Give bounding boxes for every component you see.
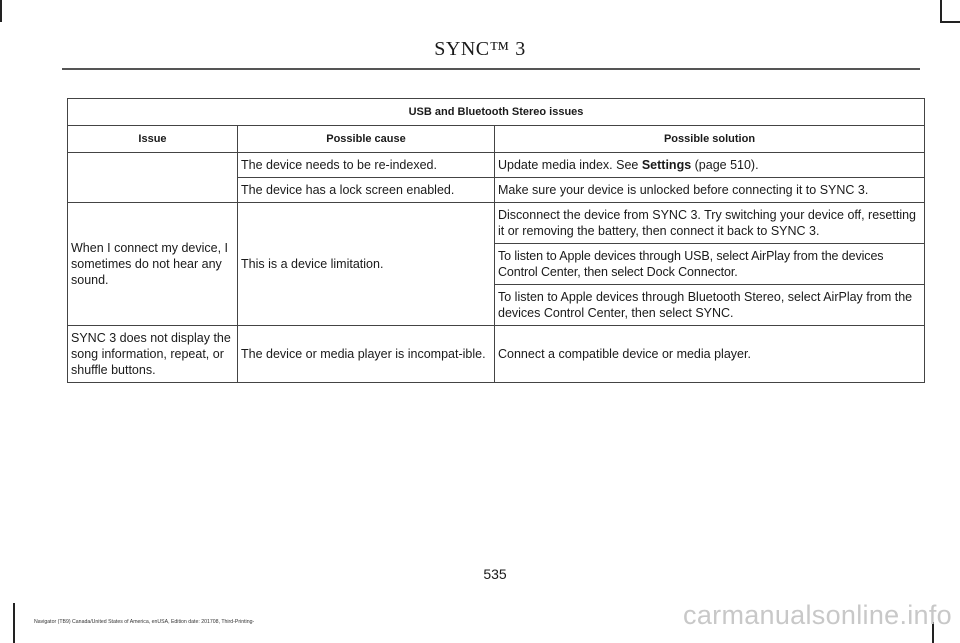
solution-cell: To listen to Apple devices through Bluetooth Stereo, select AirPlay from the devices Control Center, then select SYNC. (495, 285, 925, 326)
issues-table (67, 98, 925, 383)
table-caption-row (68, 99, 925, 126)
crop-mark-bottom-left (13, 603, 15, 643)
cause-cell: This is a device limitation. (238, 203, 495, 326)
solution-text: Update media index. See (498, 158, 642, 172)
solution-cell: Connect a compatible device or media player. (495, 326, 925, 383)
column-header-cause: Possible cause (238, 126, 495, 153)
footer-edition-text: Navigator (TB9) Canada/United States of America, enUSA, Edition date: 201708, Third-Printing- (34, 619, 255, 625)
solution-cell (495, 153, 925, 178)
crop-mark-top-left (0, 0, 2, 22)
watermark-text: carmanualsonline.info (683, 600, 952, 630)
issue-cell: SYNC 3 does not display the song information, repeat, or shuffle buttons. (68, 326, 238, 383)
page-number: 535 (483, 566, 507, 582)
solution-cell: Make sure your device is unlocked before connecting it to SYNC 3. (495, 178, 925, 203)
table-row (68, 153, 925, 178)
crop-mark-top-right-vertical (940, 0, 942, 22)
solution-cell: Disconnect the device from SYNC 3. Try switching your device off, resetting it or removing the battery, then connect it back to SYNC 3. (495, 203, 925, 244)
cause-cell: The device has a lock screen enabled. (238, 178, 495, 203)
page-header-title: SYNC™ 3 (434, 38, 526, 60)
issue-cell (68, 153, 238, 203)
column-header-solution: Possible solution (495, 126, 925, 153)
column-header-issue: Issue (68, 126, 238, 153)
page-reference: (page 510). (691, 158, 759, 172)
issue-cell: When I connect my device, I sometimes do not hear any sound. (68, 203, 238, 326)
table-header-row (68, 126, 925, 153)
table-caption: USB and Bluetooth Stereo issues (68, 99, 925, 126)
settings-reference: Settings (641, 158, 692, 172)
header-rule (62, 68, 920, 70)
table-row (68, 326, 925, 383)
table-row (68, 203, 925, 244)
cause-cell: The device or media player is incompat-ible. (238, 326, 495, 383)
solution-cell: To listen to Apple devices through USB, select AirPlay from the devices Control Center, then select Dock Connector. (495, 244, 925, 285)
cause-cell: The device needs to be re-indexed. (238, 153, 495, 178)
crop-mark-top-right-horizontal (940, 21, 960, 23)
